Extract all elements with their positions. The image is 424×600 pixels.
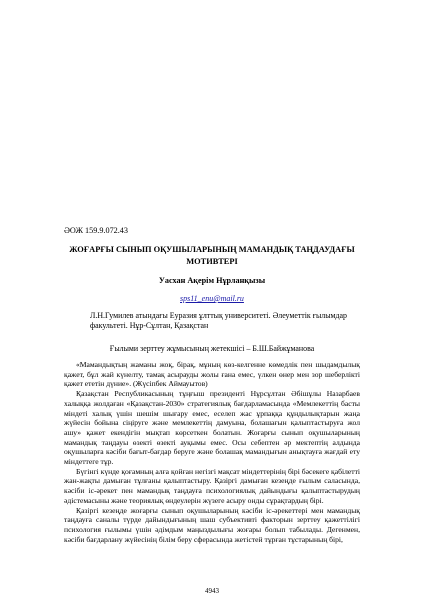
epigraph-paragraph: «Мамандықтың жаманы жоқ, бірақ, мұның көз-келгенне көмедлік пен шыдамдылық қажет, бұл жай күнелту, тамақ асырауды жолы ғана емес, үлкен өнер мен зор шеберлікті қажет ететін дүние». (Жүсіпбек Аймауытов) <box>64 360 360 389</box>
body-paragraph: Қазақстан Республикасының тұңғыш президенті Нұрсұлтан Әбішұлы Назарбаев халыққа жолдаған «Қазақстан-2030» стратегиялық бағдарламасында «Мемлекеттің басты міндеті халық үшін шешім шығару емес, еселеп жас ұрпаққа құндылықтарын жаңа жүйесін бойына сіңіруге және мемлекеттің дамуына, болашағын қалыптастыруға жол ашу» қажет екендігін мықтап көрсеткен болатын. Жоғарғы сынып оқушыларының мамандық таңдауы өзекті өзекті ауқымы емес. Осы себептен әр мектептің алдында оқушыларға кәсіби бағыт-бағдар беруге және болашақ мамандығын анықтауға жағдай ету міндеттеге тұр. <box>64 389 360 467</box>
body-paragraph: Бүгінгі күнде қоғамның алға қойған негізгі мақсат міндеттерінің бірі бәсекеге қабілетті жан-жақты дамыған тұлғаны қалыптастыру. Қазіргі дамыған кезеңде ғылым саласында, кәсіби іс-әрекет пен мамандық таңдауға психологиялық дайындығы қалыптастырудың әдістемасыны және теориялық өндеулерін жүзеге асыру онды сұрақтардың бірі. <box>64 466 360 505</box>
author-name: Уасхан Ақерім Нұрланқызы <box>158 276 266 285</box>
page-number: 4943 <box>205 587 219 595</box>
research-advisor: Ғылыми зерттеу жұмысының жетекшісі – Б.Ш.Байжұманова <box>109 344 315 353</box>
article-body <box>64 360 360 544</box>
udc-code: ӘОЖ 159.9.072.43 <box>64 226 128 235</box>
author-affiliation: Л.Н.Гумилев атындағы Еуразия ұлттық университеті. Әлеуметтік ғылымдар факультеті. Нұр-Сұлтан, Қазақстан <box>90 311 347 331</box>
author-email-link[interactable]: sps11_enu@mail.ru <box>180 294 244 303</box>
article-title: ЖОҒАРҒЫ СЫНЫП ОҚУШЫЛАРЫНЫҢ МАМАНДЫҚ ТАҢДАУДАҒЫ МОТИВТЕРІ <box>69 245 355 266</box>
body-paragraph: Қазіргі кезеңде жоғарғы сынып оқушыларының кәсіби іс-әрекеттері мен мамандық таңдауға саналы түрде дайындығының шаш субъективті факторын зерттеу қажеттілігі психология ғылымы үшін әдімдым маңыздылығы жоғары болып табылады. Дегенмен, кәсіби бағдарлану жүйесінің білім беру сферасында жетістей тұрған тұстарының бірі, <box>64 505 360 544</box>
